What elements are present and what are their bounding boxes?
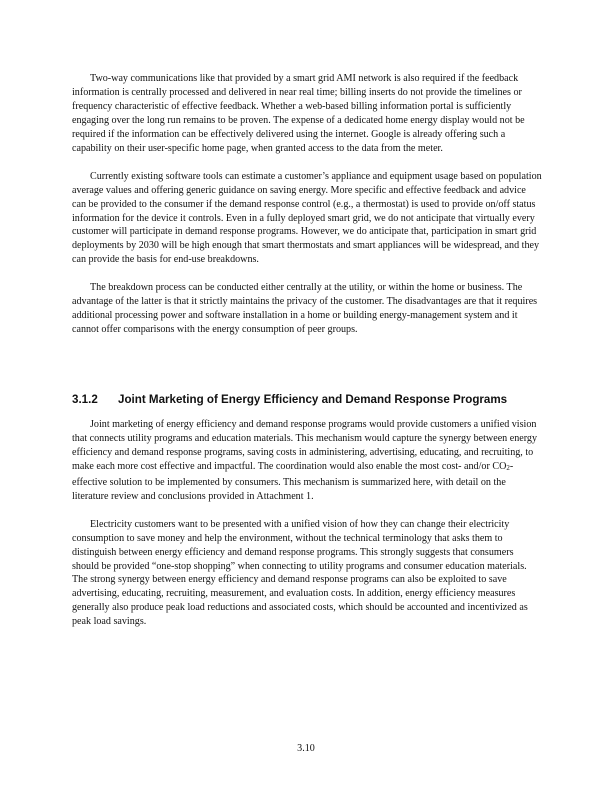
joint-marketing-text-start: Joint marketing of energy efficiency and demand response programs would provide customers a unified vision that connects utility programs and education materials. This mechanism would capture the synergy between energy efficiency and demand response programs, saving costs in administering, advertising, educating, and recruiting, to make each more cost effective and impactful. The coordination would also enable the most cost- and/or CO — [72, 419, 538, 472]
co2-subscript: 2 — [506, 463, 510, 472]
section-title: Joint Marketing of Energy Efficiency and Demand Response Programs — [118, 393, 508, 406]
page-number: 3.10 — [297, 743, 315, 754]
paragraph-breakdown-process: The breakdown process can be conducted either centrally at the utility, or within the home or business. The advantage of the latter is that it strictly maintains the privacy of the customer. The disadvantages are that it requires additional processing power and software installation in a home or building energy-management system and it cannot offer comparisons with the energy consumption of peer groups. — [72, 282, 538, 336]
paragraph-joint-marketing — [72, 418, 542, 504]
body-text-top — [72, 72, 542, 337]
section-number: 3.1.2 — [72, 393, 98, 406]
paragraph-software-tools: Currently existing software tools can estimate a customer’s appliance and equipment usage based on population average values and offering generic guidance on saving energy. More specific and effective feedback and advice can be provided to the consumer if the demand response control (e.g., a thermostat) is used to provide on/off status information for the device it controls. Even in a fully deployed smart grid, we do not anticipate that virtually every customer will participate in demand response programs. However, we do anticipate that, participation in smart grid deployments by 2030 will be high enough that smart thermostats and smart appliances will be widespread, and they can provide the basis for end-use breakdowns. — [72, 170, 542, 266]
paragraph-unified-vision: Electricity customers want to be presented with a unified vision of how they can change their electricity consumption to save money and help the environment, without the technical terminology that asks them to distinguish between energy efficiency and demand response programs. This strongly suggests that consumers should be provided “one-stop shopping” when connecting to utility programs and consumer education materials. The strong synergy between energy efficiency and demand response programs can also be exploited to save advertising, educating, recruiting, measurement, and evaluation costs. In addition, energy efficiency measures generally also produce peak load reductions and associated costs, which should be accounted and incentivized as peak load savings. — [72, 518, 528, 628]
joint-marketing-text-end: -effective solution to be implemented by consumers. This mechanism is summarized here, with detail on the literature review and conclusions provided in Attachment 1. — [72, 460, 514, 502]
body-text-section — [72, 418, 542, 629]
section-heading — [72, 392, 552, 407]
paragraph-ami-communications: Two-way communications like that provided by a smart grid AMI network is also required if the feedback information is centrally processed and delivered in near real time; billing inserts do not provide the timelines or frequency characteristic of effective feedback. Whether a web-based billing information portal is sufficiently engaging over the long run remains to be proven. The expense of a dedicated home energy display would not be required if the information can be effectively delivered using the internet. Google is already offering such a capability on their user-specific home page, when granted access to the data from the meter. — [72, 73, 525, 154]
